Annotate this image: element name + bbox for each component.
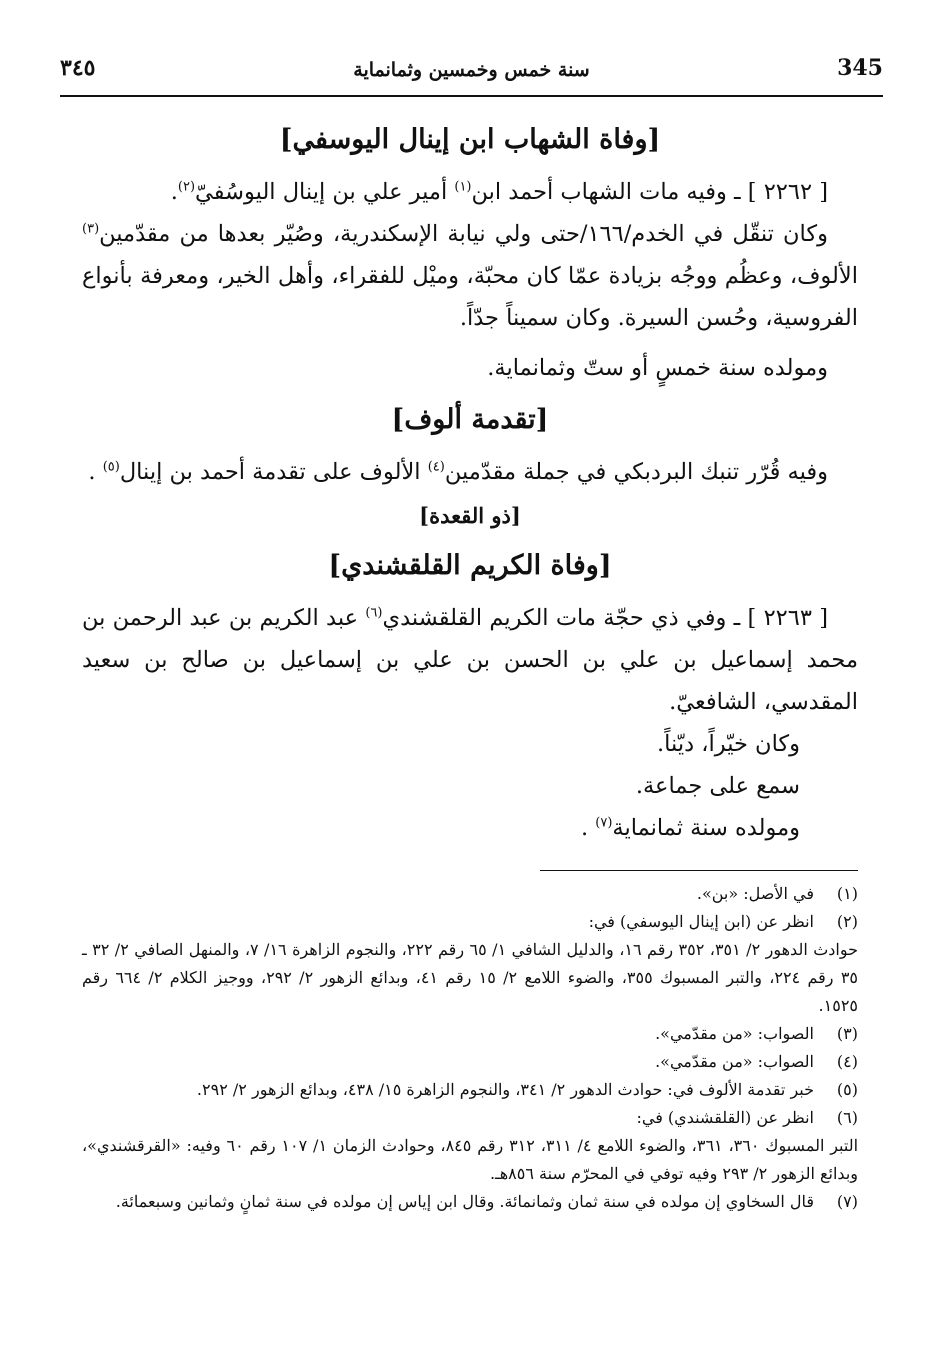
paragraph-text: أمير علي بن إينال اليوسُفيّ: [195, 179, 455, 205]
footnote: [82, 1076, 858, 1104]
section-heading: [تقدمة ألوف]: [391, 404, 549, 435]
footnote-number: (٥): [836, 1080, 858, 1099]
entry-paragraph: [82, 171, 858, 213]
footnote: [82, 908, 858, 1020]
footnote-ref: (٦): [365, 605, 383, 621]
paragraph-text: .: [88, 459, 103, 485]
paragraph: [82, 807, 858, 849]
footnote-number: (٦): [836, 1108, 858, 1127]
section-heading: [وفاة الكريم القلقشندي]: [328, 550, 612, 581]
page-number-latin: 345: [837, 55, 883, 81]
entry-number-text: [ ٢٢٦٣ ] ـ وفي ذي حجّة مات الكريم القلقشندي: [382, 605, 828, 631]
paragraph-text: .: [170, 179, 178, 205]
footnote-text: خبر تقدمة الألوف في: حوادث الدهور ٢/ ٣٤١، والنجوم الزاهرة ١٥/ ٤٣٨، وبدائع الزهور ٢/ ٢٩٢.: [196, 1080, 814, 1099]
footnote: [82, 1188, 858, 1216]
footnote-number: (٧): [836, 1192, 858, 1211]
footnote-text: حوادث الدهور ٢/ ٣٥١، ٣٥٢ رقم ١٦، والدليل الشافي ١/ ٦٥ رقم ٢٢٢، والنجوم الزاهرة ١٦/ ٧، والمنهل الصافي ٢/ ٣٢ ـ ٣٥ رقم ٢٢٤، والتبر المسبوك ٣٥٥، والضوء اللامع ٢/ ١٥ رقم ٤١، وبدائع الزهور ٢/ ٢٩٢، ووجيز الكلام ٢/ ٦٦٤ رقم ١٥٢٥.: [82, 940, 859, 1015]
footnote-number: (١): [836, 884, 858, 903]
running-title: سنة خمس وخمسين وثمانماية: [353, 59, 590, 81]
paragraph-text: ومولده سنة ثمانماية: [612, 815, 800, 841]
paragraph-text: وكان تنقّل في الخدم/١٦٦/حتى ولي نيابة الإسكندرية، وصُيّر بعدها من مقدّمين: [99, 221, 828, 247]
footnote-text: في الأصل: «بن».: [696, 884, 814, 903]
paragraph: وكان خيّراً، ديّناً.: [657, 731, 800, 757]
paragraph: [82, 213, 858, 339]
footnote-text: انظر عن (القلقشندي) في:: [636, 1108, 814, 1127]
page-header: [60, 55, 883, 97]
footnote-ref: (٤): [427, 459, 445, 475]
paragraph-text: .: [580, 815, 596, 841]
footnote-number: (٣): [836, 1024, 858, 1043]
paragraph: ومولده سنة خمسٍ أو ستّ وثمانماية.: [487, 355, 828, 381]
footnote-text: قال السخاوي إن مولده في سنة ثمان وثمانمائة. وقال ابن إياس إن مولده في سنة ثمانٍ وثمانين وسبعمائة.: [115, 1192, 814, 1211]
footnote-ref: (١): [454, 179, 472, 195]
footnote-number: (٢): [836, 912, 858, 931]
footnote-ref: (٢): [177, 179, 196, 195]
main-text: [82, 115, 858, 849]
footnote: [82, 1048, 858, 1076]
footnote-text: الصواب: «من مقدّمي».: [655, 1024, 814, 1043]
footnote: [82, 880, 858, 908]
paragraph-text: عبد الكريم بن عبد الرحمن بن محمد إسماعيل بن علي بن الحسن بن علي بن إسماعيل بن صالح بن سعيد المقدسي، الشافعيّ.: [82, 605, 858, 715]
month-heading: [ذو القعدة]: [419, 503, 521, 528]
entry-paragraph: [82, 597, 858, 723]
paragraph: [82, 451, 858, 493]
footnotes: [82, 880, 858, 1216]
footnote: [82, 1020, 858, 1048]
footnote-text: التبر المسبوك ٣٦٠، ٣٦١، والضوء اللامع ٤/ ٣١١، ٣١٢ رقم ٨٤٥، وحوادث الزمان ١/ ١٠٧ رقم ٦٠ وفيه: «القرقشندي»، وبدائع الزهور ٢/ ٢٩٣ وفيه توفي في المحرّم سنة ٨٥٦هـ.: [82, 1136, 859, 1183]
page-number-arabic: ٣٤٥: [60, 55, 96, 81]
footnote-ref: (٣): [82, 221, 100, 237]
footnote-ref: (٥): [102, 459, 120, 475]
footnote-text: الصواب: «من مقدّمي».: [655, 1052, 814, 1071]
paragraph-text: الألوف، وعظُم ووجُه بزيادة عمّا كان محبّة، وميْل للفقراء، وأهل الخير، ومعرفة بأنواع الفروسية، وحُسن السيرة. وكان سميناً جدّاً.: [82, 263, 858, 331]
footnote-ref: (٧): [595, 815, 613, 831]
footnote-number: (٤): [836, 1052, 858, 1071]
footnote-separator: [540, 870, 858, 871]
section-heading: [وفاة الشهاب ابن إينال اليوسفي]: [279, 124, 661, 155]
footnote-text: انظر عن (ابن إينال اليوسفي) في:: [588, 912, 814, 931]
paragraph-text: وفيه قُرّر تنبك البردبكي في جملة مقدّمين: [444, 459, 828, 485]
paragraph: سمع على جماعة.: [635, 773, 800, 799]
entry-number-text: [ ٢٢٦٢ ] ـ وفيه مات الشهاب أحمد ابن: [471, 179, 828, 205]
paragraph-text: الألوف على تقدمة أحمد بن إينال: [119, 459, 428, 485]
footnote: [82, 1104, 858, 1188]
